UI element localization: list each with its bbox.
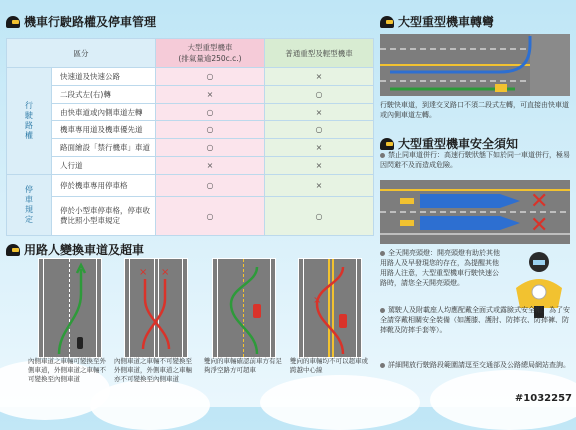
svg-text:×: × <box>161 267 170 278</box>
header-category: 區分 <box>7 39 156 68</box>
lane-arrows-4 <box>299 259 361 357</box>
bullet-icon <box>380 308 385 313</box>
turn-arrows <box>380 34 570 96</box>
lane-diagram-4 <box>298 258 362 358</box>
row-small: × <box>265 157 374 175</box>
table-row <box>7 157 374 175</box>
bullet-icon <box>380 251 385 256</box>
safety-note-2 <box>380 248 502 289</box>
row-big: × <box>156 157 265 175</box>
turn-note: 行駛快車道，到達交叉路口不須二段式左轉，可直接由快車道或內側車道左轉。 <box>380 101 569 120</box>
turn-title: 大型重型機車轉彎 <box>398 15 495 29</box>
lane-diagram-3 <box>212 258 276 358</box>
lane-arrows-2 <box>125 259 187 357</box>
row-small: ○ <box>265 85 374 103</box>
table-row <box>7 139 374 157</box>
row-item: 快速道及快速公路 <box>52 68 156 86</box>
row-small: × <box>265 139 374 157</box>
row-big: ○ <box>156 197 265 236</box>
rules-table <box>6 38 374 236</box>
row-small: ○ <box>265 197 374 236</box>
header-big-line2: (排氣量逾250c.c.) <box>178 54 242 63</box>
table-title: 機車行駛路權及停車管理 <box>24 15 157 29</box>
table-row <box>7 121 374 139</box>
row-item: 人行道 <box>52 157 156 175</box>
turn-section-title <box>380 13 494 30</box>
safety-title: 大型重型機車安全須知 <box>398 137 519 151</box>
bullet-icon <box>380 153 385 158</box>
table-header-row <box>7 39 374 68</box>
row-big: ○ <box>156 103 265 121</box>
row-item: 機車專用道及機車優先道 <box>52 121 156 139</box>
row-big: ○ <box>156 68 265 86</box>
row-item: 路面繪設「禁行機車」車道 <box>52 139 156 157</box>
row-item: 停於機車專用停車格 <box>52 174 156 196</box>
safety-note-2-text: 全天開亮頭燈：開亮頭燈有助於其他用路人及早發現您的存在，為提醒其他用路人注意，大型重型機車行駛快速公路時，請您全天開亮頭燈。 <box>380 249 500 288</box>
row-item: 由快車道或內側車道左轉 <box>52 103 156 121</box>
table-row <box>7 174 374 196</box>
svg-text:×: × <box>313 295 322 306</box>
lane-caption-3: 雙向的車輛確認前車方有足夠淨空路方可超車 <box>204 357 282 374</box>
lane-arrows-1 <box>39 259 101 357</box>
safety-note-1-text: 禁止同車道併行：高速行駛狀態下如於同一車道併行，極易因閃避不及而造成危險。 <box>380 151 570 170</box>
lane-caption-4: 雙向的車輛均不可以超車或跨越中心線 <box>290 357 368 374</box>
helmet-icon <box>380 16 394 28</box>
safety-note-3 <box>380 305 572 335</box>
header-big-bike <box>156 39 265 68</box>
lane-caption-1: 內側車道之車輛可變換至外側車道，外側車道之車輛不可變換至內側車道 <box>28 357 106 383</box>
cloud <box>90 380 210 430</box>
no-side-by-side-diagram <box>380 180 570 244</box>
svg-text:✕: ✕ <box>530 213 549 238</box>
table-section-title <box>6 13 156 30</box>
lane-caption-2: 內側車道之車輛不可變換至外側車道，外側車道之車輛亦不可變換至內側車道 <box>114 357 192 383</box>
lane-arrows-3 <box>213 259 275 357</box>
row-small: × <box>265 174 374 196</box>
helmet-icon <box>6 16 20 28</box>
bullet-icon <box>380 363 385 368</box>
lane-diagram-2 <box>124 258 188 358</box>
helmet-icon <box>6 244 20 256</box>
document-code: #1032257 <box>514 393 572 404</box>
group-parking: 停車規定 <box>7 174 52 235</box>
header-small-bike: 普通重型及輕型機車 <box>265 39 374 68</box>
row-big: ○ <box>156 139 265 157</box>
lane-diagram-1 <box>38 258 102 358</box>
row-small: ○ <box>265 121 374 139</box>
side-by-side-arrows <box>380 180 570 244</box>
table-row <box>7 85 374 103</box>
row-small: × <box>265 103 374 121</box>
cloud <box>260 375 420 430</box>
row-small: × <box>265 68 374 86</box>
svg-text:✕: ✕ <box>530 189 549 214</box>
header-big-line1: 大型重型機車 <box>187 43 233 52</box>
safety-note-3-text: 駕駛人及附載座人均應配戴全面式或露臉式安全帽，為了安全請穿戴相關安全裝備（如護膝、護肘、防摔衣、防摔褲、防摔靴及防摔手套等）。 <box>380 306 570 335</box>
turn-diagram <box>380 34 570 96</box>
safety-note-4 <box>380 360 572 370</box>
svg-text:×: × <box>139 267 148 278</box>
lanes-title: 用路人變換車道及超車 <box>24 243 145 257</box>
row-item: 停於小型車停車格，停車收費比照小型車規定 <box>52 197 156 236</box>
lanes-section-title <box>6 241 144 258</box>
safety-note-4-text: 詳細開放行駛路段範圍請逕至交通部及公路總局網站查詢。 <box>388 361 570 369</box>
table-row <box>7 68 374 86</box>
group-road: 行駛路權 <box>7 68 52 175</box>
row-big: × <box>156 85 265 103</box>
row-big: ○ <box>156 174 265 196</box>
row-item: 二段式左(右)轉 <box>52 85 156 103</box>
helmet-icon <box>380 138 394 150</box>
table-row <box>7 197 374 236</box>
row-big: ○ <box>156 121 265 139</box>
table-row <box>7 103 374 121</box>
